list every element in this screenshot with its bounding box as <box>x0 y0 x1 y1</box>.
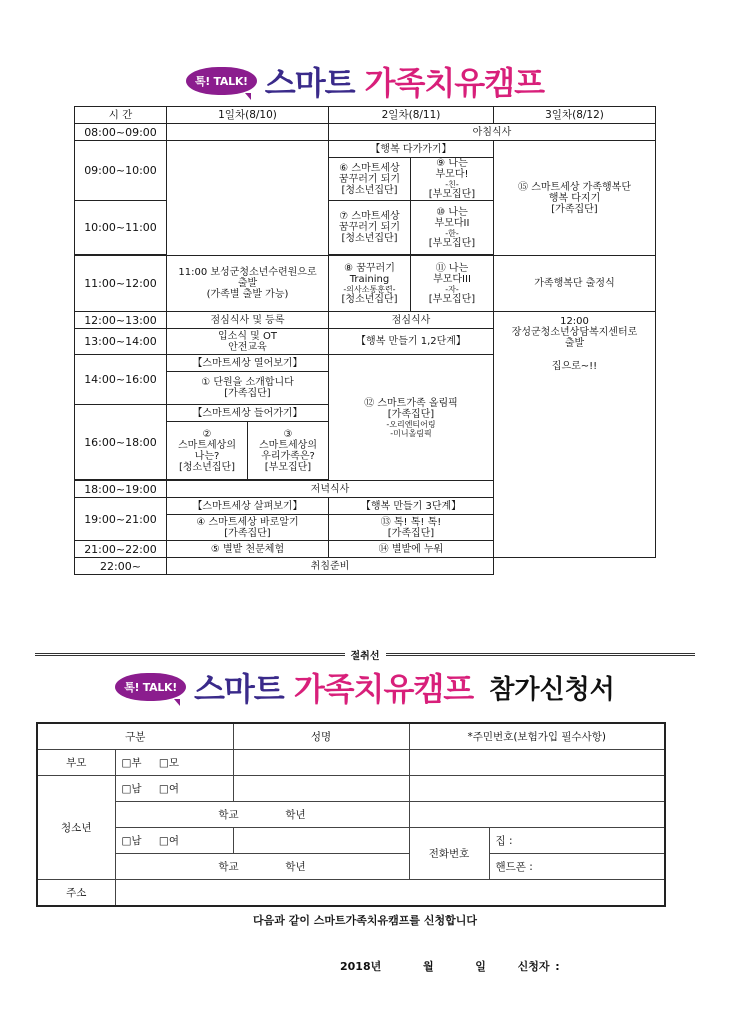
title-apply: 참가신청서 <box>489 674 615 705</box>
depart-bosung: 11:00 보성군청소년수련원으로 출발 (가족별 출발 가능) <box>167 256 329 312</box>
program-title: 【스마트세상 살펴보기】 <box>167 498 329 515</box>
mobile-phone-field[interactable]: 핸드폰 : <box>489 854 665 880</box>
label-address: 주소 <box>37 880 115 907</box>
checkbox-male[interactable]: □남 <box>121 783 142 795</box>
talk-badge: 톡! TALK! <box>115 673 186 701</box>
program-11: ⑪ 나는 부모다III -자- [부모집단] <box>411 256 494 312</box>
time-cell: 16:00~18:00 <box>75 405 167 480</box>
youth2-school-field[interactable] <box>115 854 409 880</box>
label-school: 학교 <box>218 861 239 873</box>
header-time: 시 간 <box>75 107 167 124</box>
time-cell: 19:00~21:00 <box>75 498 167 541</box>
ceremony-cell: 가족행복단 출정식 <box>494 256 656 312</box>
time-cell: 11:00~12:00 <box>75 256 167 312</box>
header-day1: 1일차(8/10) <box>167 107 329 124</box>
parent-id-field[interactable] <box>409 750 665 776</box>
label-youth: 청소년 <box>37 776 115 880</box>
title-camp: 가족치유캠프 <box>364 64 545 102</box>
sign-day: 일 <box>475 960 486 973</box>
application-form <box>36 722 666 907</box>
checkbox-mother[interactable]: □모 <box>158 757 179 769</box>
program-4: ④ 스마트세상 바로알기 [가족집단] <box>167 515 329 541</box>
talk-badge: 톡! TALK! <box>186 67 257 95</box>
time-cell: 21:00~22:00 <box>75 541 167 558</box>
youth2-gender <box>115 828 233 854</box>
sign-year: 2018년 <box>340 960 382 973</box>
program-5: ⑤ 별밭 천문체험 <box>167 541 329 558</box>
program-title: 【행복 다가가기】 <box>329 141 494 158</box>
program-1: ① 단원을 소개합니다 [가족집단] <box>167 372 329 405</box>
checkbox-male[interactable]: □남 <box>121 835 142 847</box>
program-title: 【스마트세상 들어가기】 <box>167 405 329 422</box>
header-day3: 3일차(8/12) <box>494 107 656 124</box>
label-school: 학교 <box>218 809 239 821</box>
youth1-id-field[interactable] <box>409 776 665 802</box>
page-title <box>0 58 730 104</box>
signature-line <box>340 958 560 974</box>
sign-applicant[interactable]: 신청자 : <box>517 960 560 973</box>
bedtime-cell: 취침준비 <box>167 558 494 575</box>
label-grade: 학년 <box>285 861 306 873</box>
program-10: ⑩ 나는 부모다II -한- [부모집단] <box>411 201 494 255</box>
header-id-number: *주민번호(보험가입 필수사항) <box>409 723 665 750</box>
program-6: ⑥ 스마트세상 꿈꾸러기 되기 [청소년집단] <box>329 158 411 201</box>
home-phone-field[interactable]: 집 : <box>489 828 665 854</box>
header-name: 성명 <box>233 723 409 750</box>
checkbox-female[interactable]: □여 <box>158 835 179 847</box>
happy-make-12: 【행복 만들기 1,2단계】 <box>329 329 494 355</box>
address-field[interactable] <box>115 880 665 907</box>
header-category: 구분 <box>37 723 233 750</box>
declaration-text: 다음과 같이 스마트가족치유캠프를 신청합니다 <box>252 914 477 927</box>
youth2-name-field[interactable] <box>233 828 409 854</box>
cut-line-label: 절취선 <box>350 650 380 662</box>
title-camp: 가족치유캠프 <box>293 670 474 708</box>
youth1-school-field[interactable] <box>115 802 409 828</box>
time-cell: 18:00~19:00 <box>75 481 167 498</box>
form-title <box>0 664 730 710</box>
label-grade: 학년 <box>285 809 306 821</box>
time-cell: 22:00~ <box>75 558 167 575</box>
program-12: ⑫ 스마트가족 올림픽 [가족집단] -오리엔티어링 -미니올림픽 <box>329 355 494 481</box>
program-2: ② 스마트세상의 나는? [청소년집단] <box>167 422 248 479</box>
checkbox-father[interactable]: □부 <box>121 757 142 769</box>
program-9: ⑨ 나는 부모다! -친- [부모집단] <box>411 158 494 201</box>
program-14: ⑭ 별밭에 누워 <box>329 541 494 558</box>
lunch-cell: 점심식사 <box>329 312 494 329</box>
youth1-extra-field[interactable] <box>409 802 665 828</box>
time-cell: 09:00~10:00 <box>75 141 167 201</box>
empty-cell <box>167 124 329 141</box>
program-title: 【행복 만들기 3단계】 <box>329 498 494 515</box>
opening-cell: 입소식 및 OT 안전교육 <box>167 329 329 355</box>
time-cell: 12:00~13:00 <box>75 312 167 329</box>
youth1-name-field[interactable] <box>233 776 409 802</box>
checkbox-female[interactable]: □여 <box>158 783 179 795</box>
parent-name-field[interactable] <box>233 750 409 776</box>
breakfast-cell: 아침식사 <box>329 124 656 141</box>
time-cell: 08:00~09:00 <box>75 124 167 141</box>
sign-month: 월 <box>422 960 434 973</box>
label-parent: 부모 <box>37 750 115 776</box>
empty-cell <box>167 141 329 256</box>
dinner-cell: 저녁식사 <box>167 481 494 498</box>
cut-line <box>35 648 695 660</box>
program-8: ⑧ 꿈꾸러기 Training -의사소통훈련- [청소년집단] <box>329 256 411 312</box>
program-13: ⑬ 톡! 톡! 톡! [가족집단] <box>329 515 494 541</box>
program-3: ③ 스마트세상의 우리가족은? [부모집단] <box>259 428 317 473</box>
program-2-3 <box>167 422 329 480</box>
label-phone: 전화번호 <box>409 828 489 880</box>
youth1-gender <box>115 776 233 802</box>
schedule-table <box>74 106 656 575</box>
depart-jangseong: 12:00 장성군청소년상담복지센터로 출발 집으로~!! <box>494 312 656 558</box>
time-cell: 13:00~14:00 <box>75 329 167 355</box>
parent-checkboxes <box>115 750 233 776</box>
time-cell: 10:00~11:00 <box>75 201 167 255</box>
time-cell: 14:00~16:00 <box>75 355 167 405</box>
program-15: ⑮ 스마트세상 가족행복단 행복 다지기 [가족집단] <box>494 141 656 256</box>
lunch-register: 점심식사 및 등록 <box>167 312 329 329</box>
title-smart: 스마트 <box>193 670 284 708</box>
program-title: 【스마트세상 열어보기】 <box>167 355 329 372</box>
title-smart: 스마트 <box>264 64 355 102</box>
header-day2: 2일차(8/11) <box>329 107 494 124</box>
program-7: ⑦ 스마트세상 꿈꾸러기 되기 [청소년집단] <box>329 201 411 255</box>
